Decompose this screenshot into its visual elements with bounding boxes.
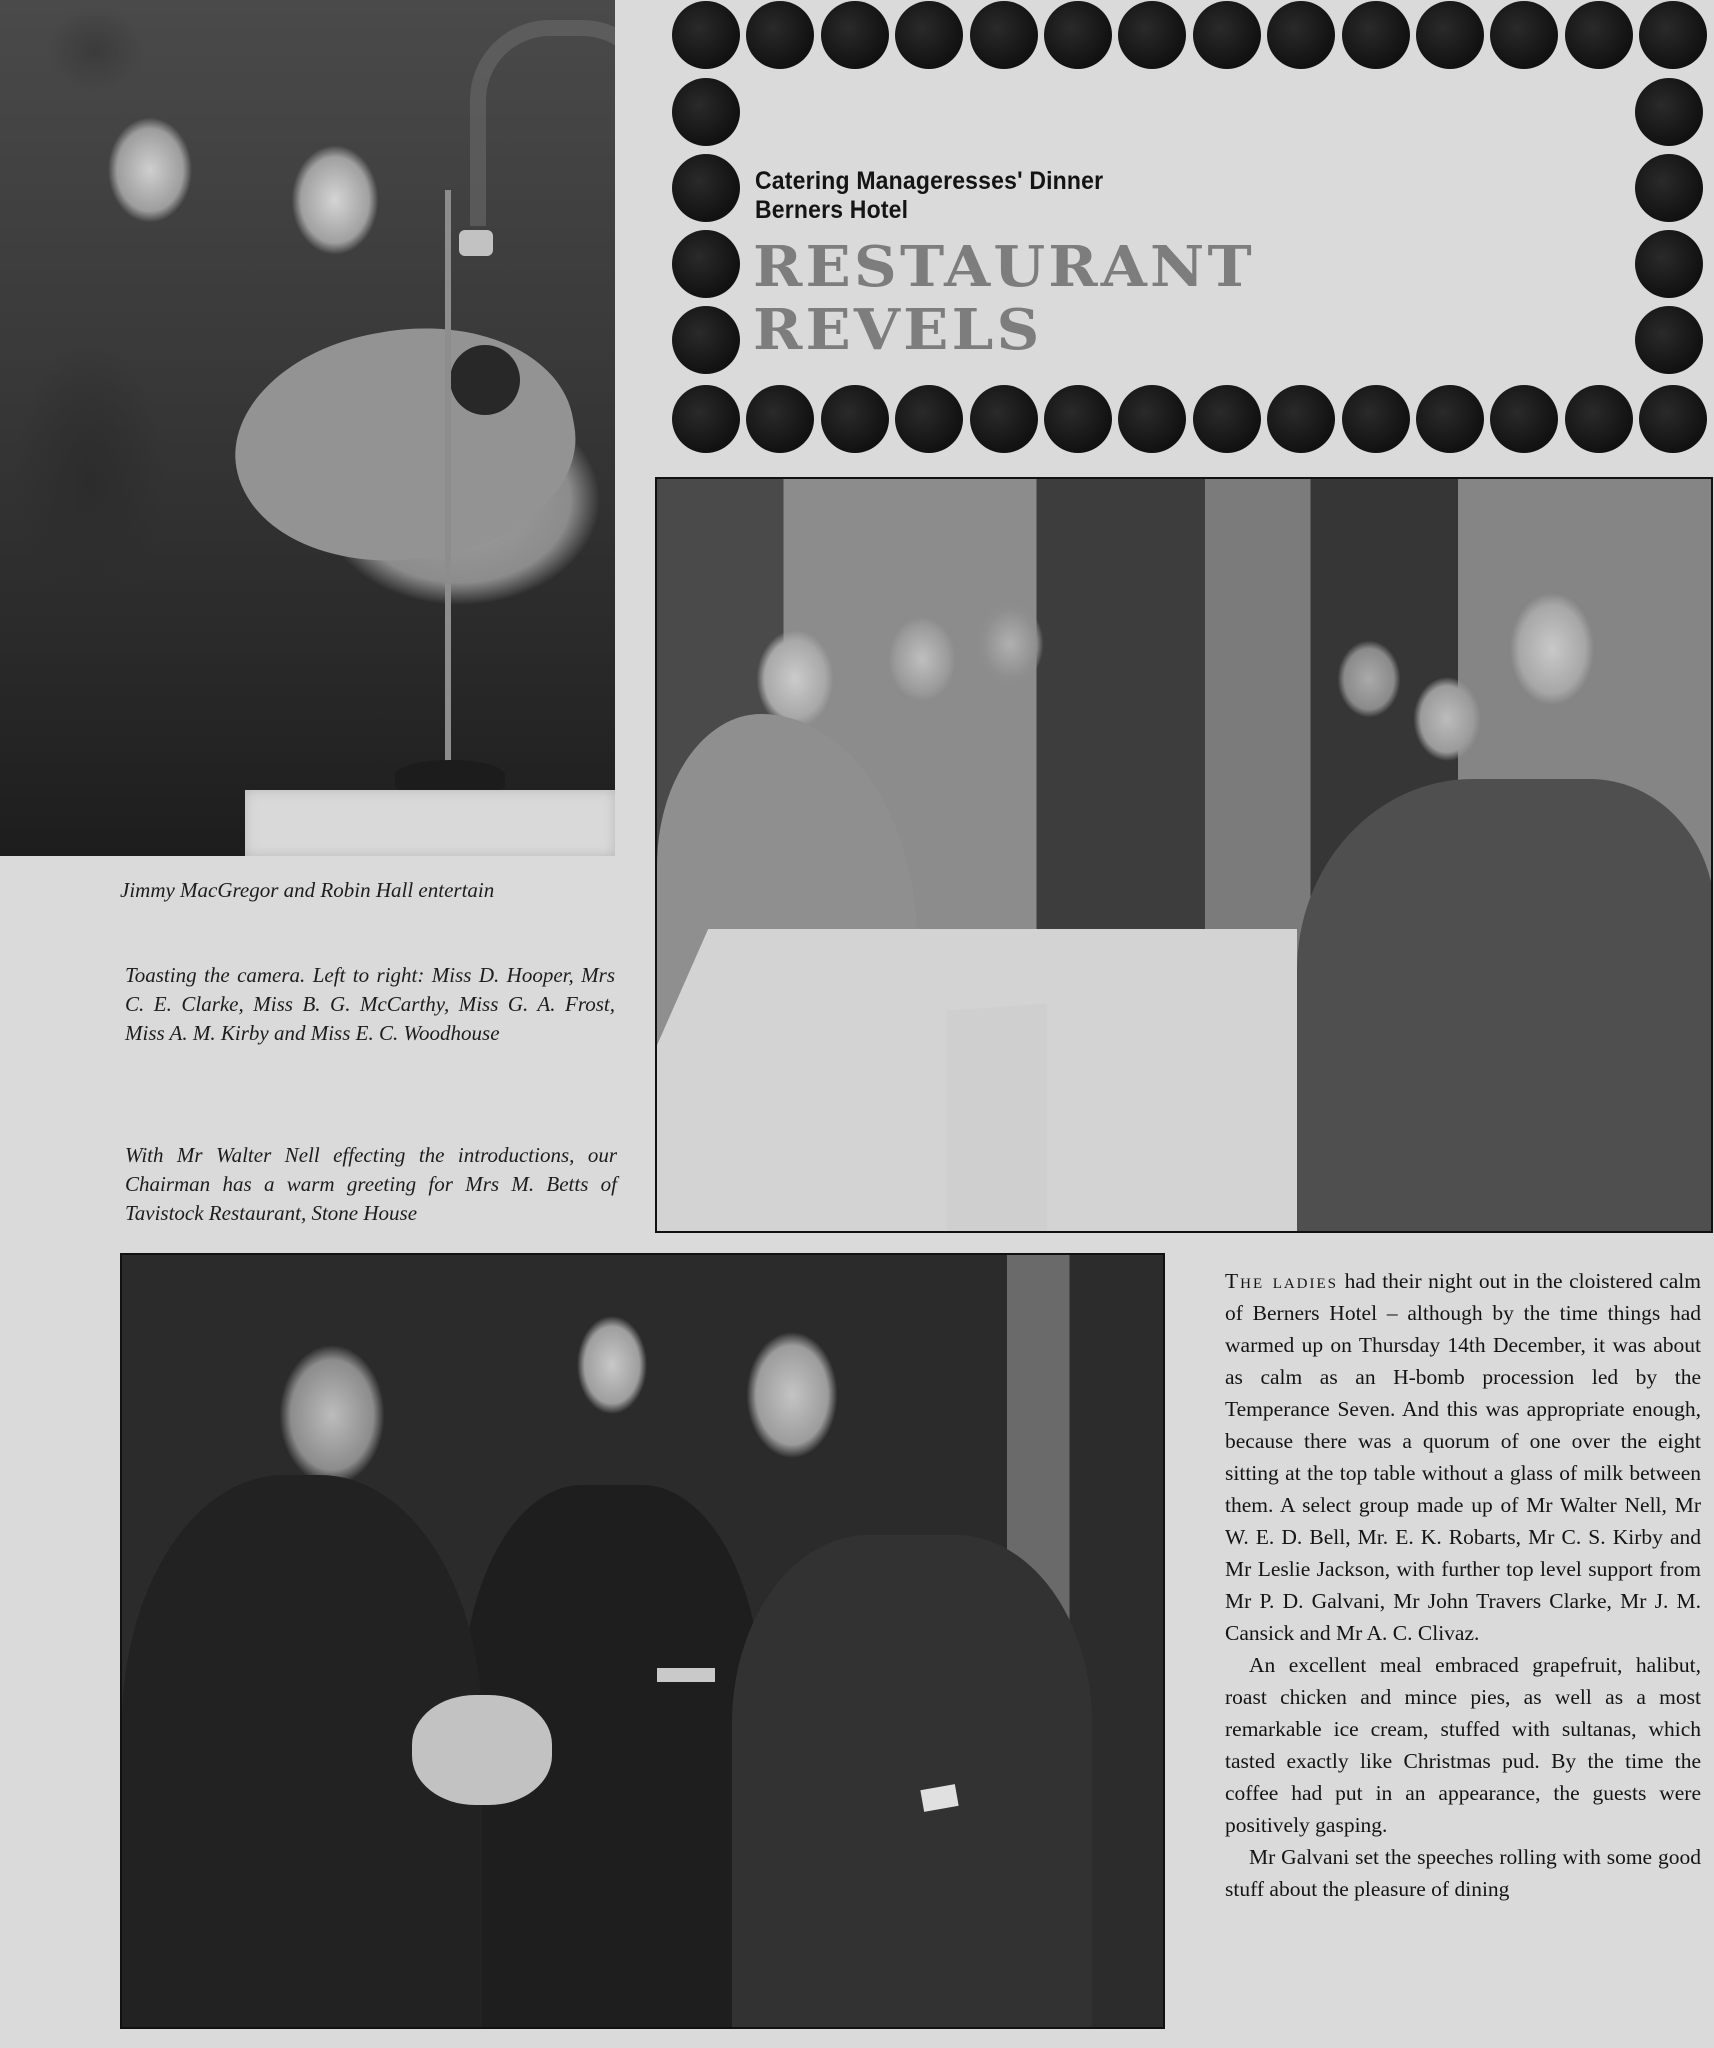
dot-ornament-icon <box>1193 1 1261 69</box>
menu-card <box>947 1004 1047 1233</box>
kicker-line-1: Catering Manageresses' Dinner <box>755 167 1104 195</box>
paragraph-text: had their night out in the cloistered calm of Berners Hotel – although by the time things had warmed up on Thursday 14th December, it was about as calm as an H-bomb procession led by the Temperance Seven. And this was appropriate enough, because there was a quorum of one over the eight sitting at the top table without a glass of milk between them. A select group made up of Mr Walter Nell, Mr W. E. D. Bell, Mr. E. K. Robarts, Mr C. S. Kirby and Mr Leslie Jackson, with further top level support from Mr P. D. Galvani, Mr John Travers Clarke, Mr J. M. Cansick and Mr A. C. Clivaz. <box>1225 1269 1701 1645</box>
dot-ornament-icon <box>672 1 740 69</box>
headline-line-2: REVELS <box>753 297 1043 363</box>
dot-ornament-icon <box>1635 154 1703 222</box>
photo-toast <box>655 477 1713 1233</box>
dot-ornament-icon <box>1342 1 1410 69</box>
table-cloth <box>245 790 615 856</box>
dot-ornament-icon <box>1635 230 1703 298</box>
dot-ornament-icon <box>1565 1 1633 69</box>
guitar-soundhole <box>450 345 520 415</box>
dot-ornament-icon <box>970 385 1038 453</box>
kicker-line-2: Berners Hotel <box>755 196 909 224</box>
dot-ornament-icon <box>1267 385 1335 453</box>
dot-ornament-icon <box>1267 1 1335 69</box>
dot-ornament-icon <box>970 1 1038 69</box>
dot-ornament-icon <box>1044 1 1112 69</box>
wall-arch-detail <box>470 20 615 226</box>
dot-ornament-icon <box>1342 385 1410 453</box>
dot-ornament-icon <box>1639 385 1707 453</box>
dot-ornament-icon <box>1490 1 1558 69</box>
lead-in: The ladies <box>1225 1269 1339 1293</box>
guitar-shape <box>218 302 593 588</box>
headline-line-1: RESTAURANT <box>753 234 1255 300</box>
article-paragraph: Mr Galvani set the speeches rolling with some good stuff about the pleasure of dining <box>1225 1845 1701 1901</box>
figure-man-right <box>732 1535 1092 2029</box>
dot-ornament-icon <box>746 1 814 69</box>
dot-ornament-icon <box>1118 385 1186 453</box>
caption-greeting: With Mr Walter Nell effecting the introductions, our Chairman has a warm greeting for Mrs M. Betts of Tavistock Restaurant, Stone House <box>125 1143 617 1225</box>
dot-ornament-icon <box>1490 385 1558 453</box>
dot-ornament-icon <box>672 154 740 222</box>
article-kicker <box>755 167 1103 225</box>
dot-ornament-icon <box>1416 1 1484 69</box>
figure-woman-right <box>1297 779 1713 1233</box>
pocket-square <box>657 1668 715 1682</box>
caption-musicians: Jimmy MacGregor and Robin Hall entertain <box>120 878 495 902</box>
dot-ornament-icon <box>821 1 889 69</box>
article-paragraph: An excellent meal embraced grapefruit, halibut, roast chicken and mince pies, as well as a most remarkable ice cream, stuffed with sultanas, which tasted exactly like Christmas pud. By the time the coffee had put in an appearance, the guests were positively gasping. <box>1225 1653 1701 1837</box>
dot-ornament-icon <box>1118 1 1186 69</box>
article-headline <box>753 236 1255 362</box>
dot-ornament-icon <box>672 78 740 146</box>
handshake <box>412 1695 552 1805</box>
photo-greeting <box>120 1253 1165 2029</box>
article-body <box>1225 1265 1701 1905</box>
microphone-icon <box>459 230 493 256</box>
dot-ornament-icon <box>821 385 889 453</box>
dot-ornament-icon <box>1044 385 1112 453</box>
caption-toast: Toasting the camera. Left to right: Miss D. Hooper, Mrs C. E. Clarke, Miss B. G. McCarthy, Miss G. A. Frost, Miss A. M. Kirby and Miss E. C. Woodhouse <box>125 963 615 1045</box>
photo-musicians <box>0 0 615 856</box>
dot-ornament-icon <box>895 385 963 453</box>
dot-ornament-icon <box>672 230 740 298</box>
dot-ornament-icon <box>1635 306 1703 374</box>
dot-ornament-icon <box>1635 78 1703 146</box>
dot-ornament-icon <box>746 385 814 453</box>
microphone-base <box>395 760 505 790</box>
dot-ornament-icon <box>1193 385 1261 453</box>
article-paragraph <box>1225 1265 1701 1649</box>
dot-ornament-icon <box>672 306 740 374</box>
dot-ornament-icon <box>1565 385 1633 453</box>
microphone-stand <box>445 190 451 770</box>
dot-ornament-icon <box>895 1 963 69</box>
dot-ornament-icon <box>1639 1 1707 69</box>
dot-ornament-icon <box>672 385 740 453</box>
dot-ornament-icon <box>1416 385 1484 453</box>
